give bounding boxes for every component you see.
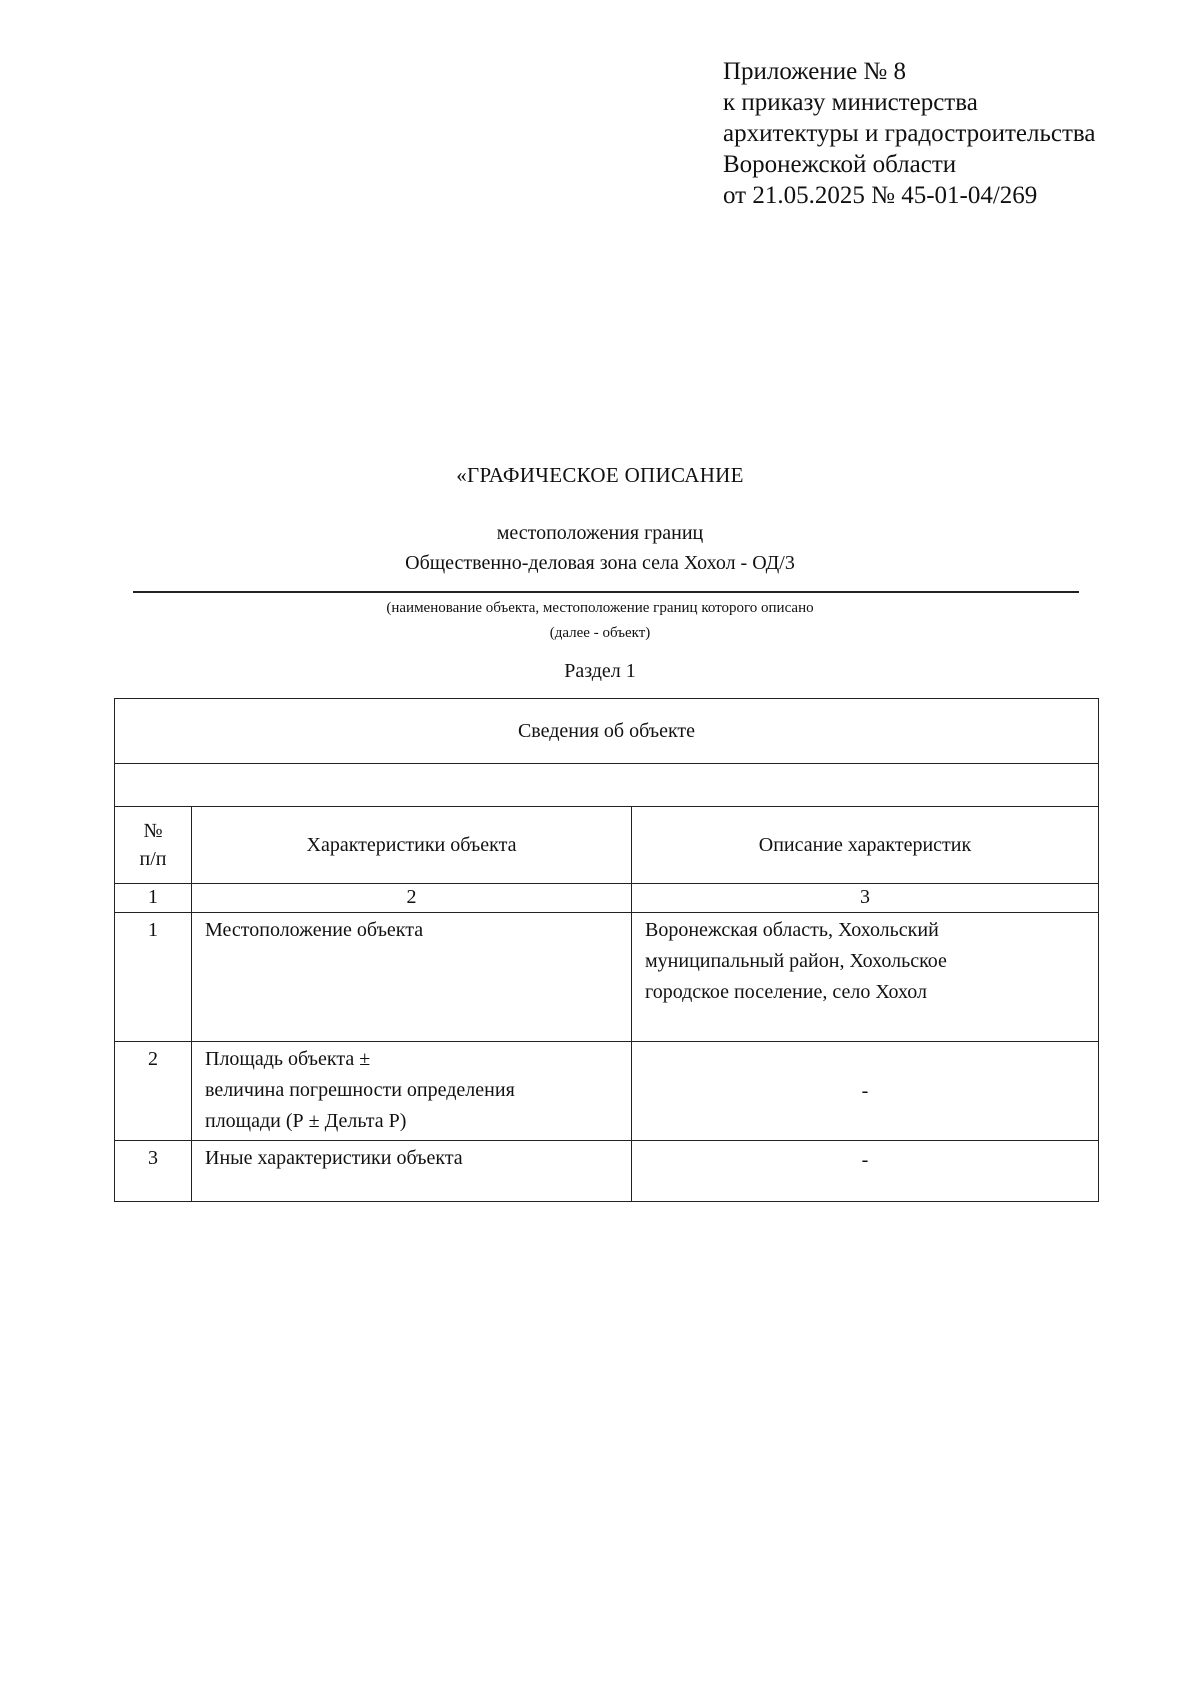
document-title: «ГРАФИЧЕСКОЕ ОПИСАНИЕ — [456, 463, 744, 487]
document-subtitle — [0, 518, 1200, 578]
table-row — [115, 1042, 1099, 1141]
header-characteristics: Характеристики объекта — [192, 807, 632, 884]
column-number: 1 — [115, 884, 192, 913]
empty-cell — [115, 764, 1099, 807]
table-caption-row — [115, 699, 1099, 764]
header-description: Описание характеристик — [632, 807, 1099, 884]
row-description: - — [632, 1042, 1099, 1141]
caption-line: (наименование объекта, местоположение границ которого описано — [386, 600, 814, 616]
row-number: 3 — [115, 1141, 192, 1202]
appendix-line: архитектуры и градостроительства — [723, 120, 1096, 147]
row-description: - — [632, 1141, 1099, 1202]
row-characteristic: Местоположение объекта — [192, 913, 632, 1042]
header-num-symbol: № — [143, 820, 163, 842]
subtitle-line: местоположения границ — [496, 522, 704, 544]
underline-rule — [133, 591, 1079, 593]
characteristic-line: площади (Р ± Дельта Р) — [205, 1110, 407, 1132]
row-characteristic: Иные характеристики объекта — [192, 1141, 632, 1202]
object-info-table — [114, 698, 1099, 1202]
appendix-line: Приложение № 8 — [723, 58, 907, 85]
characteristic-line: величина погрешности определения — [205, 1079, 515, 1101]
appendix-line: к приказу министерства — [723, 89, 978, 116]
table-caption: Сведения об объекте — [115, 699, 1099, 764]
header-num-abbr: п/п — [139, 848, 167, 870]
table-header-row — [115, 807, 1099, 884]
object-name-caption — [0, 596, 1200, 646]
appendix-line: Воронежской области — [723, 151, 957, 178]
caption-line: (далее - объект) — [549, 625, 651, 641]
description-line: муниципальный район, Хохольское — [645, 950, 947, 972]
appendix-line: от 21.05.2025 № 45-01-04/269 — [723, 182, 1038, 209]
row-number: 1 — [115, 913, 192, 1042]
column-number: 3 — [632, 884, 1099, 913]
appendix-block — [723, 56, 1095, 211]
column-number-row — [115, 884, 1099, 913]
table-row — [115, 913, 1099, 1042]
characteristic-line: Площадь объекта ± — [205, 1048, 371, 1070]
description-line: городское поселение, село Хохол — [645, 981, 927, 1003]
object-name: Общественно-деловая зона села Хохол - ОД/3 — [405, 552, 795, 574]
row-description — [632, 913, 1099, 1042]
row-characteristic — [192, 1042, 632, 1141]
description-line: Воронежская область, Хохольский — [645, 919, 939, 941]
header-num — [115, 807, 192, 884]
column-number: 2 — [192, 884, 632, 913]
row-number: 2 — [115, 1042, 192, 1141]
table-empty-row — [115, 764, 1099, 807]
section-heading: Раздел 1 — [564, 660, 636, 682]
table-row — [115, 1141, 1099, 1202]
